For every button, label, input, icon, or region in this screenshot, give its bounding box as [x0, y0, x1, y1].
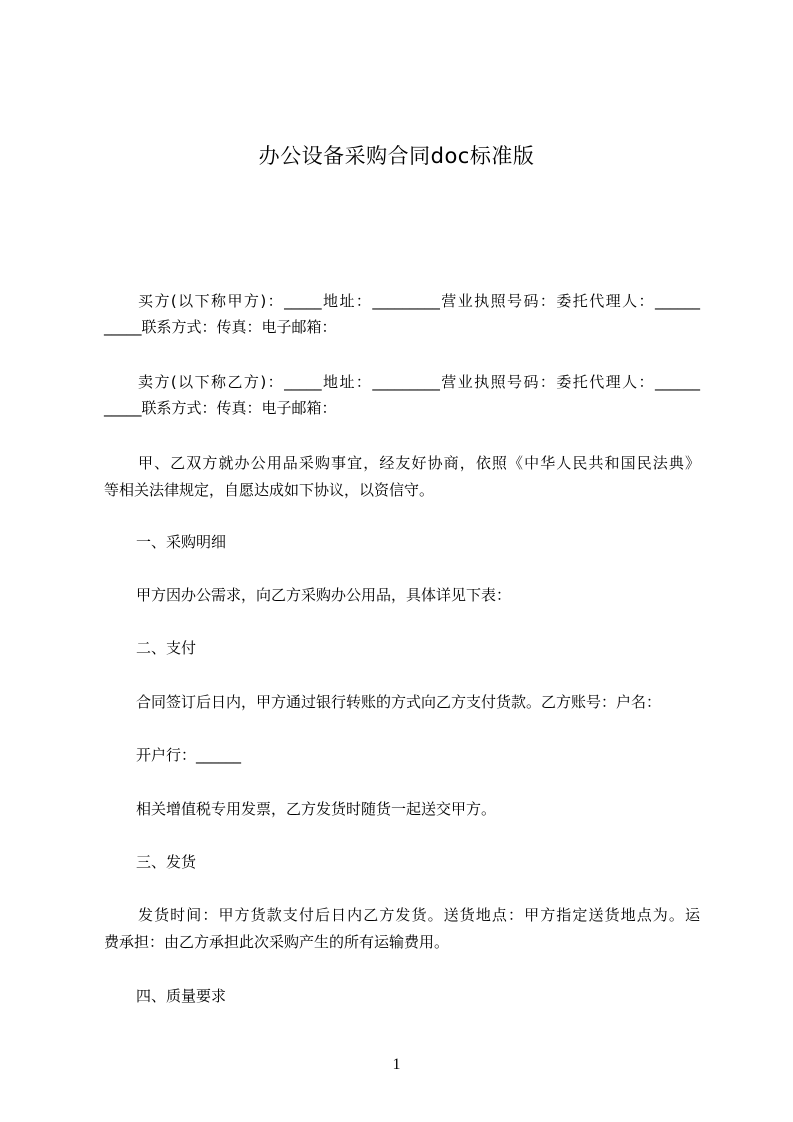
- payment-text: 合同签订后日内，甲方通过银行转账的方式向乙方支付货款。乙方账号：户名：: [136, 693, 662, 711]
- section-delivery-heading: 三、发货: [136, 853, 197, 871]
- purchase-details-text: 甲方因办公需求，向乙方采购办公用品，具体详见下表：: [136, 586, 512, 604]
- section-purchase-details-heading: 一、采购明细: [136, 533, 227, 551]
- seller-info-line-1: 卖方(以下称乙方)：_____地址：_________营业执照号码：委托代理人：______: [138, 373, 700, 391]
- delivery-line-2: 费承担：由乙方承担此次采购产生的所有运输费用。: [104, 933, 450, 951]
- page-number: 1: [392, 1056, 401, 1073]
- document-title: 办公设备采购合同doc标准版: [258, 144, 535, 168]
- bank-text: 开户行：______: [136, 746, 242, 764]
- buyer-info-line-2: _____联系方式：传真：电子邮箱：: [104, 318, 337, 336]
- agreement-intro-line-1: 甲、乙双方就办公用品采购事宜，经友好协商，依照《中华人民共和国民法典》: [138, 454, 700, 472]
- section-payment-heading: 二、支付: [136, 639, 197, 657]
- agreement-intro-line-2: 等相关法律规定，自愿达成如下协议，以资信守。: [104, 481, 435, 499]
- section-quality-heading: 四、质量要求: [136, 987, 227, 1005]
- invoice-text: 相关增值税专用发票，乙方发货时随货一起送交甲方。: [136, 800, 497, 818]
- buyer-info-line-1: 买方(以下称甲方)：_____地址：_________营业执照号码：委托代理人：______: [138, 292, 700, 310]
- delivery-line-1: 发货时间：甲方货款支付后日内乙方发货。送货地点：甲方指定送货地点为。运: [138, 906, 700, 924]
- seller-info-line-2: _____联系方式：传真：电子邮箱：: [104, 399, 337, 417]
